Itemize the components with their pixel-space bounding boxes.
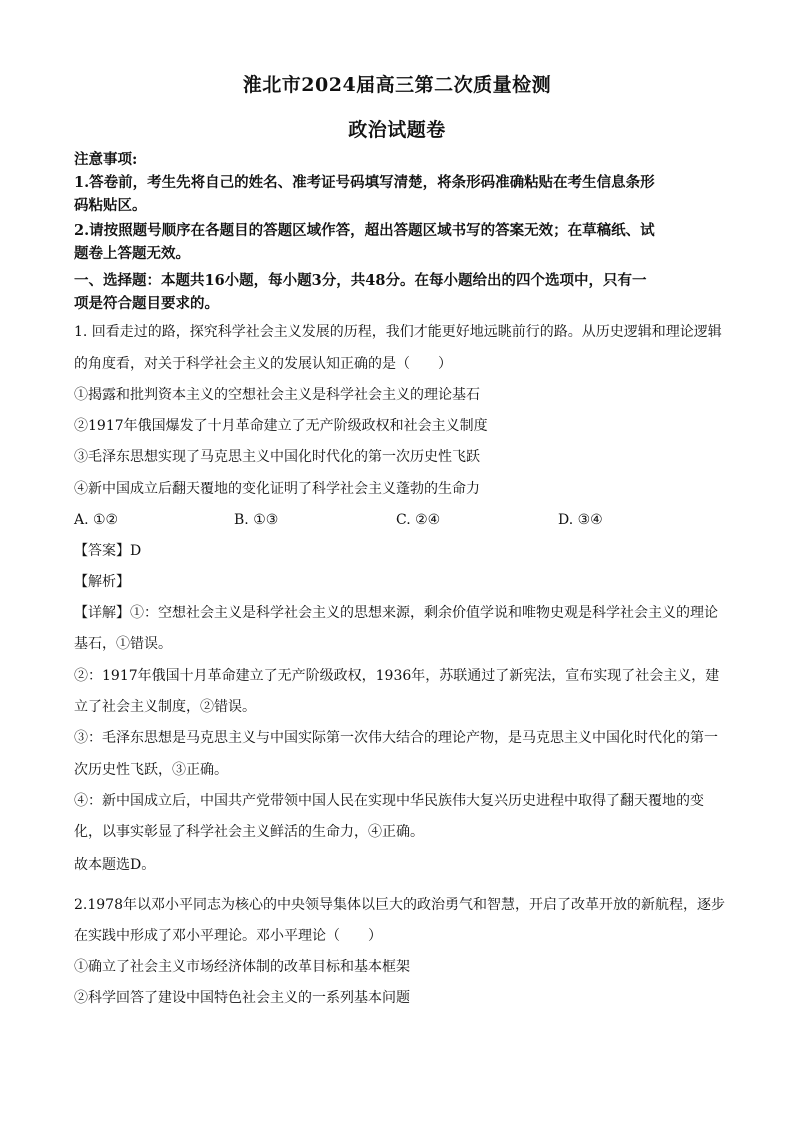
notice-item-2: 2.请按照题号顺序在各题目的答题区域作答，超出答题区域书写的答案无效；在草稿纸、试	[74, 222, 655, 239]
notice-item-1-cont: 码粘贴区。	[74, 197, 147, 214]
notice-item-2-cont: 题卷上答题无效。	[74, 245, 190, 262]
q1-option-a: A. ①②	[74, 512, 119, 528]
q1-option-d: D. ③④	[558, 512, 603, 528]
q2-statement-2: ②科学回答了建设中国特色社会主义的一系列基本问题	[74, 990, 410, 1006]
q2-stem: 2.1978年以邓小平同志为核心的中央领导集体以巨大的政治勇气和智慧，开启了改革开放的新航程，逐步	[74, 897, 725, 913]
section-heading-cont: 项是符合题目要求的。	[74, 295, 219, 312]
q1-option-c: C. ②④	[396, 512, 441, 528]
q1-answer: 【答案】D	[74, 543, 142, 559]
section-heading: 一、选择题：本题共16小题，每小题3分，共48分。在每小题给出的四个选项中，只有一	[74, 272, 647, 289]
q2-stem-cont: 在实践中形成了邓小平理论。邓小平理论（ ）	[74, 928, 382, 944]
q1-statement-3: ③毛泽东思想实现了马克思主义中国化时代化的第一次历史性飞跃	[74, 449, 480, 465]
q1-detail-3-cont: 次历史性飞跃，③正确。	[74, 762, 228, 778]
q1-stem: 1. 回看走过的路，探究科学社会主义发展的历程，我们才能更好地远眺前行的路。从历史逻辑和理论逻辑	[74, 324, 722, 340]
q1-statement-4: ④新中国成立后翻天覆地的变化证明了科学社会主义蓬勃的生命力	[74, 481, 480, 497]
q1-statement-2: ②1917年俄国爆发了十月革命建立了无产阶级政权和社会主义制度	[74, 418, 488, 434]
q1-analysis-label: 【解析】	[74, 574, 130, 590]
q1-option-b: B. ①③	[234, 512, 279, 528]
q1-detail-3: ③：毛泽东思想是马克思主义与中国实际第一次伟大结合的理论产物，是马克思主义中国化时代化的第一	[74, 730, 718, 746]
exam-title: 淮北市2024届高三第二次质量检测	[242, 74, 552, 96]
q1-stem-cont: 的角度看，对关于科学社会主义的发展认知正确的是（ ）	[74, 356, 452, 372]
q1-detail-2-cont: 立了社会主义制度，②错误。	[74, 699, 256, 715]
q2-statement-1: ①确立了社会主义市场经济体制的改革目标和基本框架	[74, 959, 410, 975]
notice-item-1: 1.答卷前，考生先将自己的姓名、准考证号码填写清楚，将条形码准确粘贴在考生信息条形	[74, 174, 655, 191]
exam-subtitle: 政治试题卷	[348, 119, 446, 141]
q1-detail-1: 【详解】①：空想社会主义是科学社会主义的思想来源，剩余价值学说和唯物史观是科学社会主义的理论	[74, 605, 718, 621]
q1-detail-4: ④：新中国成立后，中国共产党带领中国人民在实现中华民族伟大复兴历史进程中取得了翻天覆地的变	[74, 793, 704, 809]
q1-statement-1: ①揭露和批判资本主义的空想社会主义是科学社会主义的理论基石	[74, 387, 480, 403]
q1-detail-2: ②：1917年俄国十月革命建立了无产阶级政权，1936年，苏联通过了新宪法，宣布实现了社会主义，建	[74, 668, 720, 684]
q1-detail-1-cont: 基石，①错误。	[74, 636, 172, 652]
q1-conclusion: 故本题选D。	[74, 857, 156, 873]
notice-heading: 注意事项:	[74, 151, 138, 168]
q1-detail-4-cont: 化，以事实彰显了科学社会主义鲜活的生命力，④正确。	[74, 824, 424, 840]
